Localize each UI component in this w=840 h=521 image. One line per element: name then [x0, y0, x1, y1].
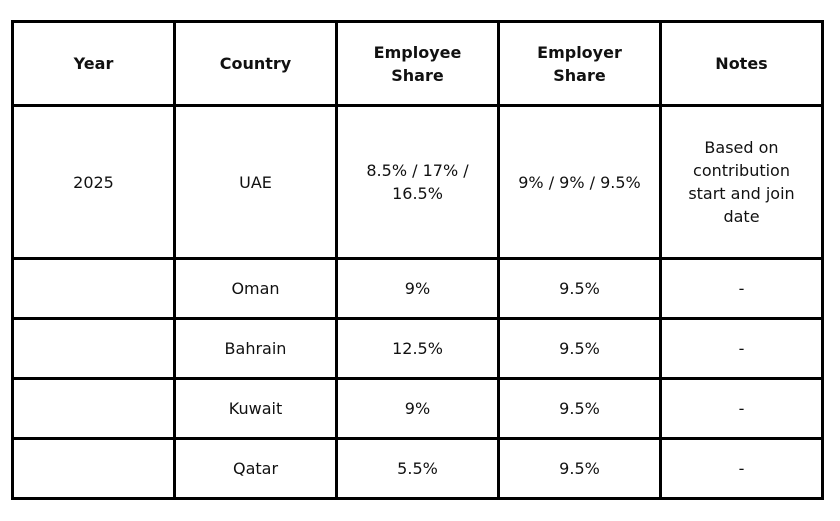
cell-year — [13, 439, 175, 499]
cell-employee-share: 8.5% / 17% / 16.5% — [337, 106, 499, 259]
cell-year — [13, 259, 175, 319]
cell-notes: Based on contribution start and join date — [661, 106, 823, 259]
cell-notes: - — [661, 319, 823, 379]
table-header-row — [13, 22, 823, 106]
cell-employee-share: 5.5% — [337, 439, 499, 499]
cell-country: Oman — [175, 259, 337, 319]
cell-country: Kuwait — [175, 379, 337, 439]
table-row — [13, 439, 823, 499]
cell-country: Qatar — [175, 439, 337, 499]
table-row — [13, 259, 823, 319]
cell-notes: - — [661, 439, 823, 499]
header-country: Country — [175, 22, 337, 106]
table-row — [13, 106, 823, 259]
table-row — [13, 379, 823, 439]
cell-country: Bahrain — [175, 319, 337, 379]
cell-employer-share: 9.5% — [499, 379, 661, 439]
header-notes: Notes — [661, 22, 823, 106]
cell-employee-share: 12.5% — [337, 319, 499, 379]
header-employer-share: Employer Share — [499, 22, 661, 106]
cell-employee-share: 9% — [337, 259, 499, 319]
cell-year — [13, 319, 175, 379]
cell-employer-share: 9.5% — [499, 319, 661, 379]
header-employee-share: Employee Share — [337, 22, 499, 106]
contribution-table — [11, 20, 824, 500]
cell-year: 2025 — [13, 106, 175, 259]
cell-employer-share: 9% / 9% / 9.5% — [499, 106, 661, 259]
cell-employer-share: 9.5% — [499, 439, 661, 499]
cell-country: UAE — [175, 106, 337, 259]
cell-employee-share: 9% — [337, 379, 499, 439]
cell-year — [13, 379, 175, 439]
table-row — [13, 319, 823, 379]
cell-employer-share: 9.5% — [499, 259, 661, 319]
cell-notes: - — [661, 379, 823, 439]
header-year: Year — [13, 22, 175, 106]
cell-notes: - — [661, 259, 823, 319]
